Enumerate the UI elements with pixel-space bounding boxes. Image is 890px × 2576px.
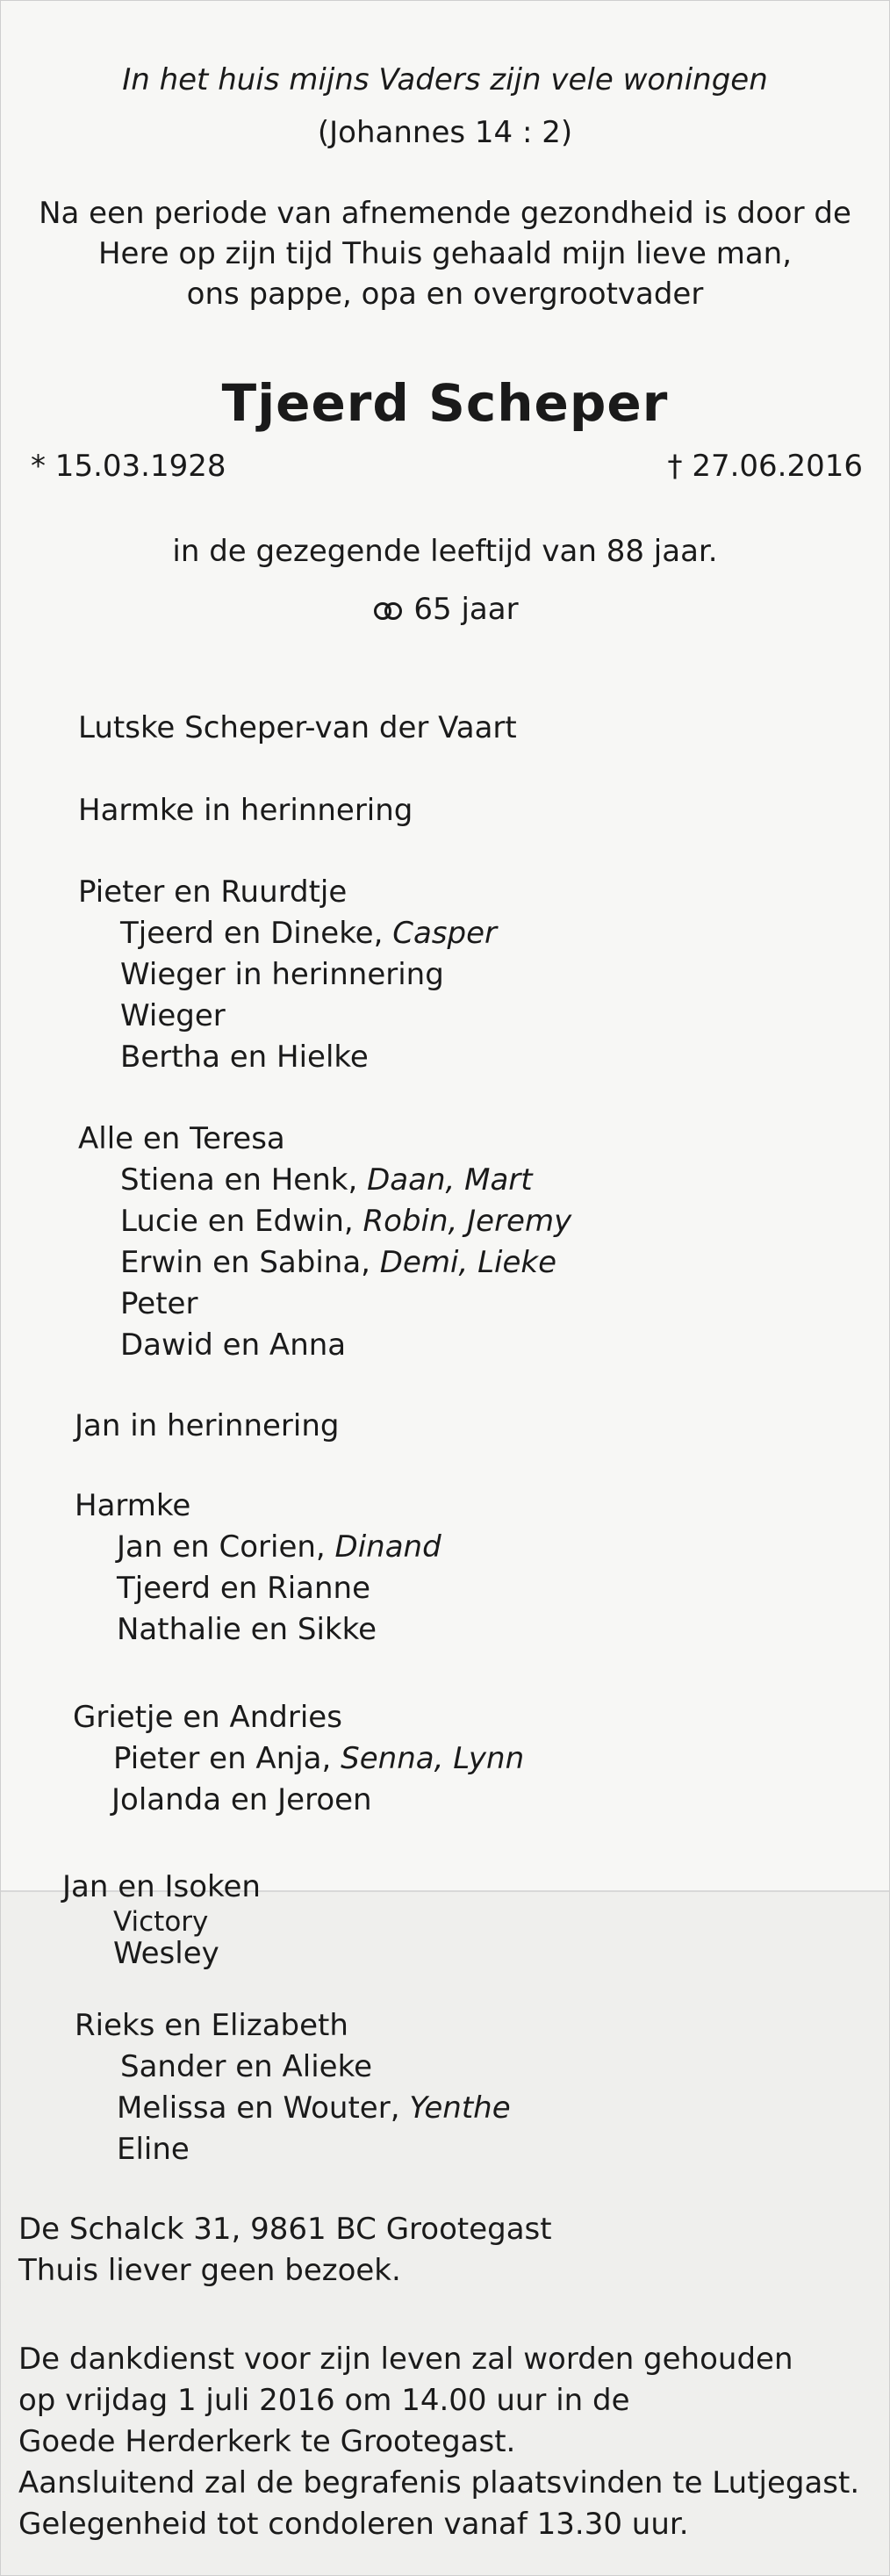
intro-line-1: Na een periode van afnemende gezondheid is door de (39, 196, 851, 231)
family-line: Jolanda en Jeroen (111, 1782, 372, 1817)
family-line: Lucie en Edwin, Robin, Jeremy (120, 1204, 572, 1239)
family-line: Wieger (120, 998, 226, 1033)
family-line: Tjeerd en Dineke, Casper (120, 916, 497, 951)
intro-line-2: Here op zijn tijd Thuis gehaald mijn lieve man, (97, 236, 793, 271)
family-line: Harmke (75, 1488, 191, 1523)
family-line: Erwin en Sabina, Demi, Lieke (120, 1245, 556, 1280)
family-line: Dawid en Anna (120, 1328, 347, 1363)
family-line: Wieger in herinnering (120, 957, 444, 992)
family-line: Nathalie en Sikke (117, 1612, 377, 1647)
family-line: Peter (120, 1286, 198, 1321)
family-line: Harmke in herinnering (78, 793, 413, 828)
family-line: Victory (113, 1906, 209, 1938)
family-line: Jan en Corien, Dinand (117, 1529, 441, 1565)
service-line-5: Gelegenheid tot condoleren vanaf 13.30 uur. (18, 2507, 689, 2542)
birth-date: * 15.03.1928 (31, 449, 226, 484)
visit-note: Thuis liever geen bezoek. (18, 2253, 401, 2288)
family-line: Jan in herinnering (75, 1408, 340, 1443)
deceased-name: Tjeerd Scheper (221, 373, 669, 433)
family-line: Melissa en Wouter, Yenthe (117, 2090, 511, 2126)
family-line: Bertha en Hielke (120, 1040, 369, 1075)
family-line: Stiena en Henk, Daan, Mart (120, 1162, 533, 1198)
service-line-4: Aansluitend zal de begrafenis plaatsvinden te Lutjegast. (18, 2465, 860, 2500)
address-line: De Schalck 31, 9861 BC Grootegast (18, 2212, 552, 2247)
family-line: Sander en Alieke (120, 2049, 372, 2084)
marriage-line (1, 592, 889, 627)
intro-line-3: ons pappe, opa en overgrootvader (186, 277, 704, 312)
wedding-rings-icon (371, 601, 406, 621)
marriage-years: 65 jaar (413, 592, 519, 627)
family-line: Grietje en Andries (73, 1700, 342, 1735)
family-line: Wesley (113, 1936, 219, 1971)
service-line-2: op vrijdag 1 juli 2016 om 14.00 uur in de (18, 2383, 630, 2418)
quote-text: In het huis mijns Vaders zijn vele woningen (122, 62, 768, 97)
family-line: Pieter en Ruurdtje (78, 874, 348, 910)
family-line: Alle en Teresa (78, 1121, 285, 1156)
age-line: in de gezegende leeftijd van 88 jaar. (172, 534, 718, 569)
service-line-3: Goede Herderkerk te Grootegast. (18, 2424, 516, 2459)
family-spouse: Lutske Scheper-van der Vaart (78, 710, 517, 745)
service-line-1: De dankdienst voor zijn leven zal worden gehouden (18, 2342, 793, 2377)
family-line: Rieks en Elizabeth (75, 2008, 348, 2043)
death-date: † 27.06.2016 (667, 449, 863, 484)
family-line: Eline (117, 2132, 190, 2167)
family-line: Jan en Isoken (62, 1869, 261, 1904)
quote-reference: (Johannes 14 : 2) (317, 115, 573, 150)
family-line: Tjeerd en Rianne (117, 1571, 371, 1606)
family-line: Pieter en Anja, Senna, Lynn (113, 1741, 525, 1776)
